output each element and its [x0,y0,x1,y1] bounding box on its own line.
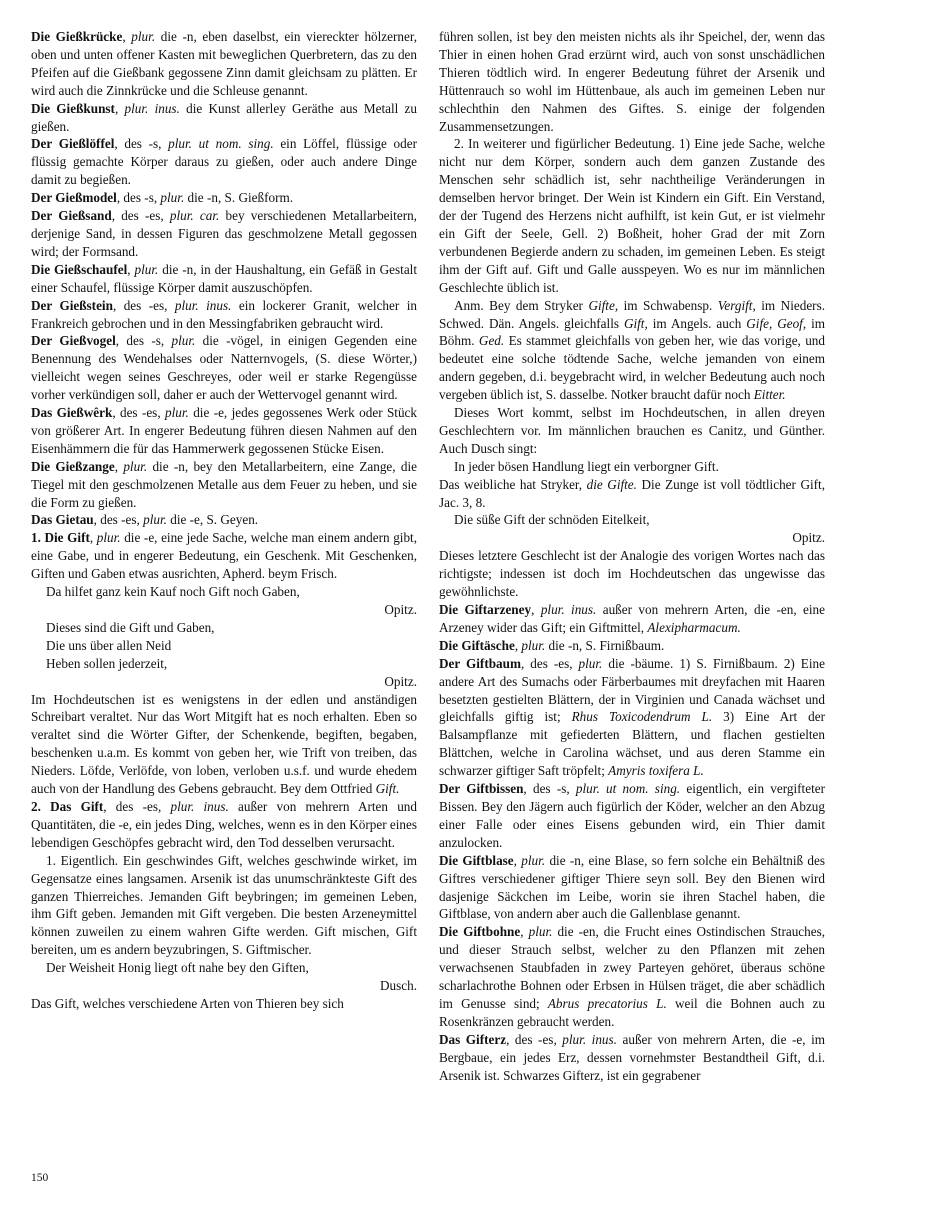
entry-gietau [31,511,417,529]
entry-giftbissen [439,780,825,852]
entry-definition: eigentlich, ein vergifteter Bissen. Bey den Jägern auch figürlich der Köder, welcher an den Abzug einer Falle oder eines Eisens gebunden wird, ein Thier damit anzulocken. [439,781,825,850]
verse-quote: Dieses sind die Gift und Gaben, [46,619,215,635]
entry-genitive: , des -es, [112,297,175,313]
entry-giftbohne [439,923,825,1030]
paragraph [31,691,417,798]
entry-headword: Das Gifterz [439,1031,507,1047]
verse-quote: Der Weisheit Honig liegt oft nahe bey den Giften, [46,960,309,976]
entry-headword: Der Gießlöffel [31,136,115,152]
text: im Nieders. Schwed. Dän. Angels. gleichfalls [439,297,825,331]
entry-genitive: , [514,637,522,653]
entry-grammar: plur. inus. [124,100,180,116]
entry-headword: Das Gießwêrk [31,405,113,421]
entry-genitive: , des -s, [114,136,169,152]
entry-giessvogel [31,332,417,404]
entry-definition: die -n, eben daselbst, ein viereckter hölzerner, oben und unten offener Kasten mit beweglichen Querbretern, das zu den Pfeifen auf die Gießbank gegossene Zinn damit gleichsam zu plätten. Er wird auch die Zinnkrücke und die Schleuse genannt. [31,29,418,98]
entry-latin: Alexipharmacum. [647,619,741,635]
entry-definition: ein Löffel, flüssige oder flüssig gemachte Körper daraus zu gießen, oder auch andere Dinge damit zu begießen. [31,136,417,188]
entry-headword: Der Gießstein [31,297,113,313]
entry-definition: außer von mehrern Arten und Quantitäten, die -e, ein jedes Ding, welches, wenn es in den Körper eines lebendigen Geschöpfes gebracht wird, den Tod desselben verursacht. [31,798,417,850]
paragraph [439,476,825,512]
paragraph-italic: Gift. [375,781,400,797]
entry-grammar: plur. [96,530,121,546]
paragraph: 2. In weiterer und figürlicher Bedeutung. 1) Eine jede Sache, welche nicht nur dem Körper, sondern auch dem ganzen Zustande des Menschen sehr schädlich ist, sehr nachtheilige Veränderungen in demselben hervor bringet. Der Wein ist Kindern ein Gift. Ein Verstand, der der Tugend des Herzens nicht aufhilft, ist kein Gut, er ist vielmehr ein Gift der Seele, Gell. 2) Boßheit, hoher Grad der mit Zorn verbundenen Begierde andern zu schaden, im gemeinen Leben. Es steigt ihm der Gift auf. Gift und Galle ausspeyen. Wo es nur im männlichen Geschlechte üblich ist. [439,136,825,295]
entry-grammar: plur. inus. [174,297,232,313]
entry-headword: Der Gießvogel [31,333,116,349]
italic-term: Gifte, [588,297,619,313]
entry-genitive: , [114,458,124,474]
entry-genitive: , des -es, [506,1031,563,1047]
entry-grammar: plur. ut nom. sing. [575,781,681,797]
entry-giesszange [31,458,417,512]
text: im Böhm. [439,315,826,349]
paragraph: Dieses letztere Geschlecht ist der Analogie des vorigen Wortes nach das richtigste; indessen ist doch im Hochdeutschen das ungewisse das gewöhnlichste. [439,548,825,600]
entry-headword: Der Giftbissen [439,781,524,797]
entry-definition: die -n, eine Blase, so fern solche ein Behältniß des Giftres verschiedener giftiger Thiere seyn soll. Bey den Bienen wird dasjenige Säckchen im Leibe, worin sie ihren Stachel haben, die Giftblase, von andern aber auch die Gallenblase genannt. [439,852,825,922]
italic-term: Eitter. [753,387,786,403]
text: im Schwabensp. [618,297,718,313]
quote-attribution: Opitz. [384,602,417,617]
entry-grammar: plur. ut nom. sing. [168,136,274,152]
italic-term: Gife, Geof, [746,315,807,331]
entry-grammar: plur. [143,512,167,528]
entry-grammar: plur. inus. [540,602,597,617]
paragraph: führen sollen, ist bey den meisten nichts als ihr Speichel, der, wenn das Thier in einen hohen Grad erzürnt wird, auch von sonst unschädlichen Thieren tödtlich wird. In engerer Bedeutung führet der Arsenik und Hüttenrauch so wohl im Hüttenbaue, als auch im gemeinen Leben nur schlechthin den Nahmen des Giftes. S. einige der folgenden Zusammensetzungen. [439,29,825,134]
text: Die Zunge ist voll tödtlicher Gift, Jac. 3, 8. [439,476,825,510]
entry-grammar: plur. [521,637,546,653]
entry-definition: die Kunst allerley Geräthe aus Metall zu gießen. [31,100,417,134]
entry-genitive: , des -es, [112,405,165,421]
entry-genitive: , des -es, [111,208,170,224]
verse-quote: Da hilfet ganz kein Kauf noch Gift noch Gaben, [46,584,300,600]
entry-definition: die -n, S. Gießform. [184,190,294,206]
entry-definition: die -e, eine jede Sache, welche man einem andern gibt, eine Gabe, und in engerer Bedeutung, ein Geschenk. Mit Geschenken, Giften und Gaben etwas ausrichten, Apherd. beym Frisch. [31,530,417,582]
italic-term: Ged. [478,333,505,349]
entry-giesskruecke: Die Gießkrücke, plur. die -n, eben daselbst, ein viereckter hölzerner, oben und unten offener Kasten mit beweglichen Querbretern, das zu den Pfeifen auf die Gießbank gegossene Zinn damit gleichsam zu plätten. Er wird auch die Zinnkrücke und die Schleuse genannt. [31,29,418,98]
entry-definition: die -e, jedes gegossenes Werk oder Stück von größerer Art. In engerer Bedeutung führen diesen Nahmen auf den Eisenhämmern die für das Hammerwerk gegossenen Stücke Eisen. [31,405,417,456]
entry-grammar: plur. [171,333,196,349]
entry-definition: die -e, S. Geyen. [166,512,259,528]
italic-term: Gift, [623,315,648,331]
entry-grammar: plur. [123,458,148,474]
entry-headword: 1. Die Gift [31,530,90,546]
entry-headword: Das Gietau [31,512,94,528]
entry-definition: die -en, die Frucht eines Ostindischen Strauches, und dieser Strauch selbst, welcher zu den Pflanzen mit zehen verwachsenen Staubfaden in zwey Parteyen gehöret, überaus schöne scharlachrothe Bohnen oder Erbsen in Hülsen träget, die aber schädlich im Genusse sind; [439,924,826,1011]
entry-genitive: , des -s, [116,190,161,206]
entry-grammar: plur. [165,405,189,421]
page-number: 150 [31,1172,49,1184]
entry-grammar: plur. inus. [170,798,229,814]
entry-giessstein [31,297,417,333]
text: im Angels. auch [647,315,747,331]
entry-headword: Der Gießsand [31,208,112,224]
entry-genitive: , des -es, [520,655,579,671]
right-column [439,28,825,1084]
entry-headword: Die Giftbohne [439,924,521,940]
verse-quote: In jeder bösen Handlung liegt ein verborgner Gift. [454,458,719,474]
entry-genitive: , des -es, [93,512,144,528]
paragraph-text: Im Hochdeutschen ist es wenigstens in der edlen und anständigen Schreibart veraltet. Nur das Wort Mitgift hat es noch erhalten. Eben so veraltet sind die Wörter Gifter, der Schenkende, begiften, begaben, beschenken u.a.m. Es kommt von geben her, wie Trift von treiben, das Nieders. Löfde, Verlöfde, von loben, verloben u.s.f. und wurde ehedem auch von der Handlung des Gebens gebraucht. Bey dem Ottfried [31,691,417,797]
entry-grammar: plur. [521,852,546,868]
entry-giesswerk [31,404,417,458]
entry-genitive: , [513,852,522,868]
entry-headword: Die Gießkrücke [31,29,123,44]
paragraph: Das Gift, welches verschiedene Arten von Thieren bey sich [31,995,344,1011]
entry-grammar: plur. [134,261,159,277]
entry-giessloeffel [31,135,417,189]
entry-headword: Die Giftäsche [439,637,515,653]
entry-giftaesche [439,637,825,655]
entry-headword: 2. Das Gift [31,798,104,814]
entry-grammar: plur. [160,190,185,206]
entry-headword: Die Giftarzeney [439,602,532,617]
entry-definition: die -bäume. 1) S. Firnißbaum. 2) Eine andere Art des Sumachs oder Färberbaumes mit dreyfachen mit Haaren besetzten gestielten Blättern, der in Virginien und Canada wächset und gleichfalls giftig ist; [439,655,825,725]
paragraph: Dieses Wort kommt, selbst im Hochdeutschen, in allen dreyen Geschlechtern vor. Im männlichen brauchen es Canitz, und Günther. Auch Dusch singt: [439,405,825,456]
annotation-paragraph [439,297,825,404]
verse-quote: Die süße Gift der schnöden Eitelkeit, [454,512,650,528]
verse-quote: Heben sollen jederzeit, [46,655,168,671]
left-column [31,28,417,1013]
entry-genitive: , [89,530,97,546]
entry-giftarzeney [439,601,825,637]
entry-grammar: plur. [578,655,603,671]
entry-die-gift [31,529,417,583]
entry-giessmodel [31,189,417,207]
entry-genitive: , des -s, [115,333,172,349]
entry-grammar: plur. [528,924,553,940]
entry-definition: ein lockerer Granit, welcher in Frankreich gebrochen und in den Messingfabriken gebraucht wird. [31,297,417,331]
entry-genitive: , des -s, [523,781,576,797]
entry-giesskunst: Die Gießkunst, plur. inus. die Kunst allerley Geräthe aus Metall zu gießen. [31,100,417,134]
entry-definition: außer von mehrern Arten, die -en, eine Arzeney wider das Gift; ein Giftmittel, [439,602,826,635]
entry-latin: Amyris toxifera L. [608,763,704,779]
entry-definition: die -n, bey den Metallarbeitern, eine Zange, die Tiegel mit den geschmolzenen Metalle aus dem Feuer zu heben, und sie die Form zu gießen. [31,458,418,510]
entry-grammar: plur. [131,29,156,44]
entry-das-gift [31,798,417,852]
quote-attribution: Dusch. [380,978,417,994]
entry-latin: Abrus precatorius L. [547,995,667,1011]
entry-genitive: , [520,924,529,940]
quote-attribution: Opitz. [792,530,825,546]
entry-headword: Der Gießmodel [31,190,117,206]
entry-headword: Die Gießkunst [31,100,115,116]
entry-gifterz [439,1031,825,1085]
verse-quote: Die uns über allen Neid [46,637,172,653]
italic-term: Vergift, [717,297,756,313]
text: Es stammet gleichfalls von geben her, wie das vorige, und bedeutet eine solche tödtende Sache, welche jemanden von einem andern gegeben, d.i. beygebracht wird, in welcher Bedeutung auch noch vergeben üblich ist, S. dasselbe. Notker braucht dafür noch [439,333,825,403]
entry-giesssand [31,207,417,261]
italic-term: die Gifte. [586,476,637,492]
paragraph: 1. Eigentlich. Ein geschwindes Gift, welches geschwinde wirket, im Gegensatze eines langsamen. Arsenik ist das unumschränkteste Gift des ganzen Thierreiches. Jemanden Gift beybringen; im gemeinen Leben, ihm Gift geben. Jemanden mit Gift vergeben. Die besten Arzeneymittel können zuweilen zu einem wahren Gifte werden. Gift mischen, Gift bereiten, um es andern beyzubringen, S. Giftmischer. [31,852,417,958]
entry-genitive: , [531,602,541,617]
entry-giessschaufel: Die Gießschaufel, plur. die -n, in der Haushaltung, ein Gefäß in Gestalt einer Schaufel, flüssige Körper damit auszuschöpfen. [31,261,418,295]
text: Das weibliche hat Stryker, [439,476,587,492]
entry-definition: die -n, S. Firnißbaum. [545,637,665,653]
entry-definition: 3) Eine Art der Balsampflanze mit gefiederten Blättern, und flachen gestielten Blättchen, welche in Carolina wächset, und aus deren Stamme ein schwarzer giftiger Saft tröpfelt; [439,709,825,779]
entry-grammar: plur. car. [169,208,220,224]
entry-giftblase [439,852,825,924]
entry-grammar: plur. inus. [562,1031,617,1047]
entry-definition: weil die Bohnen auch zu Rosenkränzen gebraucht werden. [439,995,825,1029]
quote-attribution: Opitz. [384,673,417,689]
entry-definition: die -vögel, in einigen Gegenden eine Benennung des Wendehalses oder Natternvogels, (S. diese Wörter,) vielleicht wegen seines Geschreyes, oder weil er starke Regengüsse vorher verkündigen soll, daher er auch der Wettervogel genannt wird. [31,333,418,403]
entry-latin: Rhus Toxicodendrum L. [571,709,713,725]
entry-genitive: , des -es, [103,798,171,814]
text: Anm. Bey dem Stryker [454,297,589,313]
entry-giftbaum [439,655,825,780]
entry-headword: Die Gießzange [31,458,115,474]
entry-definition: bey verschiedenen Metallarbeitern, derjenige Sand, in dessen Figuren das geschmolzene Metall gegossen wird; der Formsand. [31,208,417,259]
entry-headword: Der Giftbaum [439,655,521,671]
entry-headword: Die Gießschaufel [31,261,128,277]
entry-definition: außer von mehrern Arten, die -e, im Bergbaue, ein jedes Erz, dessen vornehmster Bestandtheil Gift, d.i. Arsenik ist. Schwarzes Gifterz, ist ein gegrabener [439,1031,825,1083]
entry-definition: die -n, in der Haushaltung, ein Gefäß in Gestalt einer Schaufel, flüssige Körper damit auszuschöpfen. [31,261,418,295]
entry-headword: Die Giftblase [439,852,514,868]
